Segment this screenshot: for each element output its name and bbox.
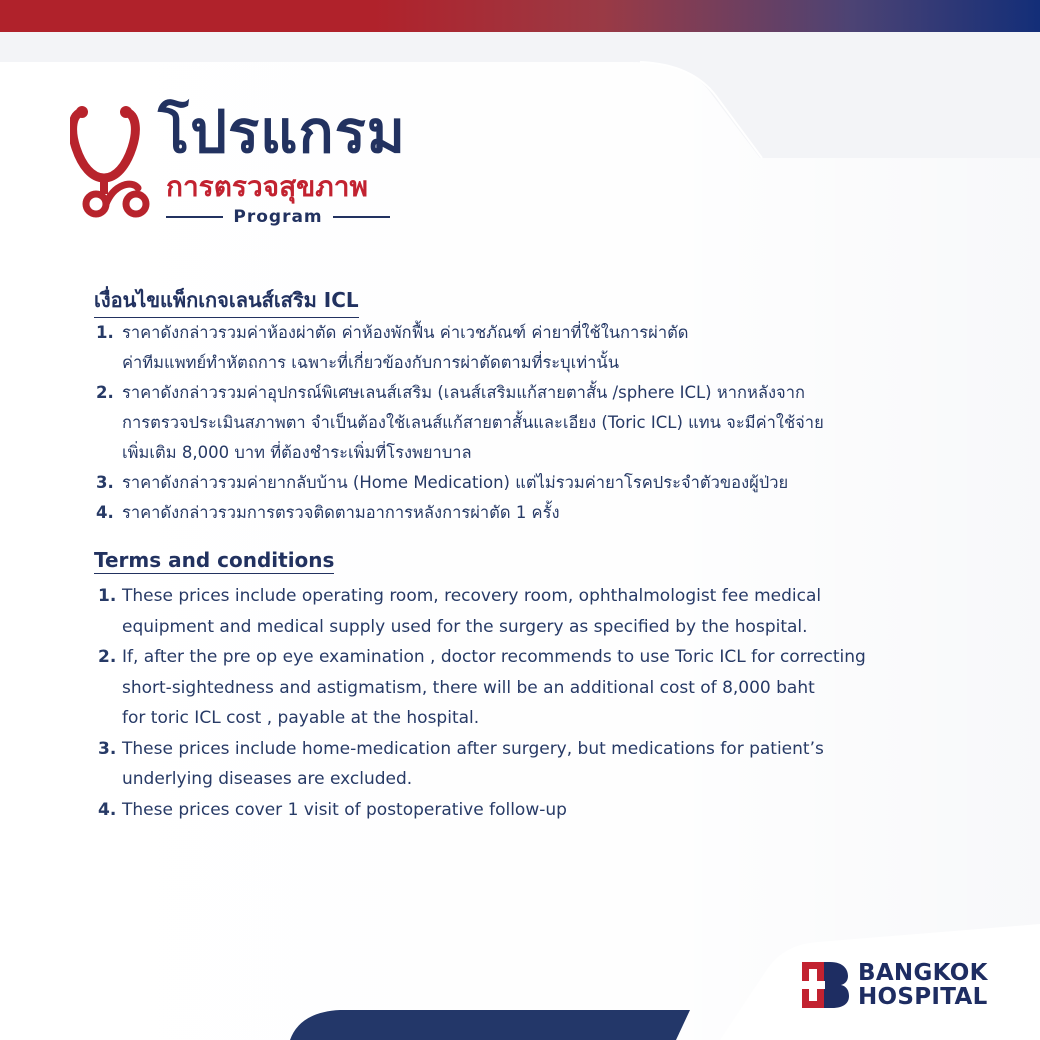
- thai-condition-item-text-line: ราคาดังกล่าวรวมค่าห้องผ่าตัด ค่าห้องพักฟื้น ค่าเวชภัณฑ์ ค่ายาที่ใช้ในการผ่าตัด: [122, 323, 689, 342]
- english-term-item-number: 3.: [98, 738, 117, 759]
- bangkok-hospital-wordmark: [858, 961, 988, 1009]
- thai-condition-item-number: 2.: [96, 383, 114, 402]
- thai-condition-item-text-line: ค่าทีมแพทย์ทำหัตถการ เฉพาะที่เกี่ยวข้องกับการผ่าตัดตามที่ระบุเท่านั้น: [122, 353, 619, 372]
- english-term-item-text-line: These prices cover 1 visit of postoperative follow-up: [122, 799, 567, 820]
- program-title: โปรแกรม: [158, 98, 407, 166]
- english-term-item-2: [98, 642, 898, 734]
- english-terms-list: [98, 581, 898, 825]
- thai-condition-item-number: 3.: [96, 473, 114, 492]
- english-term-item-text-line: These prices include operating room, recovery room, ophthalmologist fee medical: [122, 586, 822, 606]
- thai-condition-item-2: [96, 378, 898, 468]
- stethoscope-icon: [70, 104, 156, 220]
- bangkok-hospital-cross-icon: [800, 960, 850, 1010]
- thai-condition-item-4: [96, 498, 898, 528]
- english-term-item-text-line: If, after the pre op eye examination , doctor recommends to use Toric ICL for correcting: [122, 647, 866, 667]
- thai-condition-item-text-line: ราคาดังกล่าวรวมการตรวจติดตามอาการหลังการผ่าตัด 1 ครั้ง: [122, 503, 560, 522]
- thai-condition-item-number: 1.: [96, 323, 114, 342]
- english-term-item-text-line: underlying diseases are excluded.: [122, 769, 413, 789]
- english-term-item-3: [98, 734, 898, 795]
- divider-line-right: [333, 216, 390, 218]
- thai-condition-item-text-line: ราคาดังกล่าวรวมค่าอุปกรณ์พิเศษเลนส์เสริม (เลนส์เสริมแก้สายตาสั้น /sphere ICL) หากหลังจาก: [122, 383, 805, 402]
- program-label: Program: [233, 207, 323, 227]
- english-term-item-text-line: equipment and medical supply used for the surgery as specified by the hospital.: [122, 616, 808, 637]
- wordmark-line-2: HOSPITAL: [858, 984, 988, 1010]
- english-term-item-text-line: for toric ICL cost , payable at the hospital.: [122, 708, 480, 728]
- thai-condition-item-text-line: การตรวจประเมินสภาพตา จำเป็นต้องใช้เลนส์แก้สายตาสั้นและเอียง (Toric ICL) แทน จะมีค่าใช้จ่าย: [122, 413, 824, 432]
- english-term-item-text-line: short-sightedness and astigmatism, there will be an additional cost of 8,000 baht: [122, 677, 815, 698]
- thai-condition-item-text-line: ราคาดังกล่าวรวมค่ายากลับบ้าน (Home Medication) แต่ไม่รวมค่ายาโรคประจำตัวของผู้ป่วย: [122, 473, 789, 492]
- english-term-item-number: 4.: [98, 799, 117, 820]
- english-terms-heading: Terms and conditions: [94, 548, 335, 572]
- thai-condition-item-number: 4.: [96, 503, 114, 522]
- thai-conditions-heading: เงื่อนไขแพ็กเกจเลนส์เสริม ICL: [94, 284, 359, 318]
- divider-line-left: [166, 216, 223, 218]
- english-term-item-4: [98, 795, 898, 826]
- program-label-row: [166, 206, 390, 228]
- english-term-item-text-line: These prices include home-medication after surgery, but medications for patient’s: [122, 738, 824, 759]
- wordmark-line-1: BANGKOK: [858, 960, 988, 986]
- program-subtitle: การตรวจสุขภาพ: [166, 170, 368, 203]
- english-term-item-number: 2.: [98, 647, 117, 667]
- english-term-item-1: [98, 581, 898, 642]
- thai-conditions-list: [96, 318, 898, 528]
- thai-condition-item-text-line: เพิ่มเติม 8,000 บาท ที่ต้องชำระเพิ่มที่โรงพยาบาล: [122, 443, 472, 462]
- english-term-item-number: 1.: [98, 586, 117, 606]
- thai-condition-item-3: [96, 468, 898, 498]
- thai-condition-item-1: [96, 318, 898, 378]
- program-logo: [70, 96, 410, 236]
